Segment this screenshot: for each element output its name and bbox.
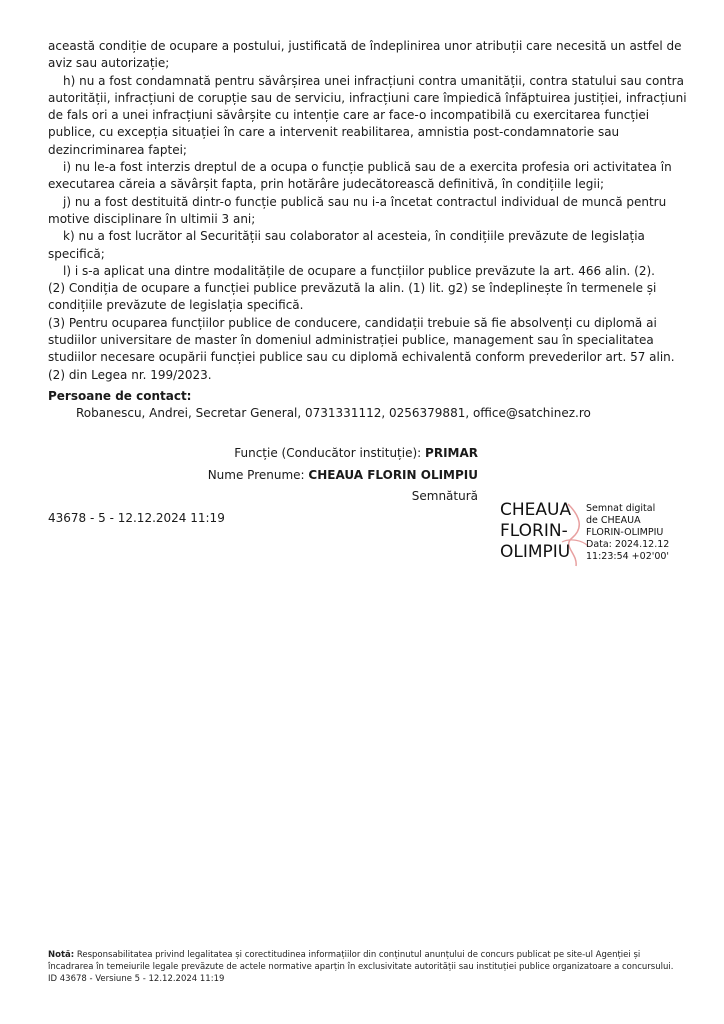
signature-name-line-2: FLORIN- bbox=[500, 521, 568, 541]
footnote-label: Notă: bbox=[48, 950, 75, 960]
name-line bbox=[208, 468, 478, 482]
signature-name-line-3: OLIMPIU bbox=[500, 542, 571, 562]
signature-label: Semnătură bbox=[411, 489, 478, 503]
paragraph-continuation: această condiție de ocupare a postului, justificată de îndeplinirea unor atribuții care necesită un astfel de aviz sau autorizație; bbox=[48, 39, 682, 71]
body-text bbox=[48, 38, 688, 384]
function-line bbox=[234, 446, 478, 460]
signature-line bbox=[412, 489, 478, 503]
contact-heading: Persoane de contact: bbox=[48, 389, 192, 403]
signature-detail-1: Semnat digital bbox=[586, 503, 656, 514]
digital-signature-name bbox=[500, 500, 571, 563]
signature-name-line-1: CHEAUA bbox=[500, 500, 572, 520]
footnote-version: ID 43678 - Versiune 5 - 12.12.2024 11:19 bbox=[48, 974, 225, 984]
function-value: PRIMAR bbox=[425, 446, 478, 460]
document-id: 43678 - 5 - 12.12.2024 11:19 bbox=[48, 511, 225, 525]
paragraph-l: l) i s-a aplicat una dintre modalitățile de ocupare a funcțiilor publice prevăzute la art. 466 alin. (2). bbox=[63, 263, 655, 278]
signature-detail-2: de CHEAUA bbox=[586, 515, 641, 526]
paragraph-2: (2) Condiția de ocupare a funcției publice prevăzută la alin. (1) lit. g2) se îndeplinește în termenele și condițiile prevăzute de legislația specifică. bbox=[48, 281, 657, 313]
paragraph-i: i) nu le-a fost interzis dreptul de a ocupa o funcție publică sau de a exercita profesia ori activitatea în executarea căreia a săvârșit fapta, prin hotărâre judecătorească definitivă, în condițiile legii; bbox=[48, 160, 672, 192]
function-label: Funcție (Conducător instituție): bbox=[234, 446, 426, 460]
digital-signature-details bbox=[586, 503, 669, 563]
signature-detail-5: 11:23:54 +02'00' bbox=[586, 551, 670, 562]
paragraph-h: h) nu a fost condamnată pentru săvârșirea unei infracțiuni contra umanității, contra statului sau contra autorității, infracțiuni de corupție sau de serviciu, infracțiuni care împiedică înfăptuirea justiției, infracțiuni de fals ori a unei infracțiuni săvârșite cu intenție care ar face-o incompatibilă cu exercitarea funcției publice, cu excepția situației în care a intervenit reabilitarea, amnistia post-condamnatorie sau dezincriminarea faptei; bbox=[48, 73, 687, 157]
signature-detail-4: Data: 2024.12.12 bbox=[586, 539, 670, 550]
signature-detail-3: FLORIN-OLIMPIU bbox=[586, 527, 664, 538]
paragraph-3: (3) Pentru ocuparea funcțiilor publice de conducere, candidații trebuie să fie absolvenți cu diplomă ai studiilor universitare de master în domeniul administrației publice, management sau în specialitatea studiilor necesare ocupării funcției publice sau cu diplomă echivalentă conform prevederilor art. 57 alin. (2) din Legea nr. 199/2023. bbox=[48, 315, 675, 382]
footnote bbox=[48, 949, 688, 985]
name-value: CHEAUA FLORIN OLIMPIU bbox=[308, 468, 478, 482]
contact-details: Robanescu, Andrei, Secretar General, 0731331112, 0256379881, office@satchinez.ro bbox=[76, 406, 591, 420]
footnote-text: Responsabilitatea privind legalitatea și corectitudinea informațiilor din conținutul anunțului de concurs publicat pe site-ul Agenției și încadrarea în temeiurile legale prevăzute de actele normative aparțin în exclusivitate autorității sau instituției publice organizatoare a concursului. bbox=[48, 950, 674, 972]
paragraph-j: j) nu a fost destituită dintr-o funcție publică sau nu i-a încetat contractul individual de muncă pentru motive disciplinare în ultimii 3 ani; bbox=[48, 194, 667, 226]
footnote-note bbox=[48, 949, 688, 973]
name-label: Nume Prenume: bbox=[207, 468, 309, 482]
paragraph-k: k) nu a fost lucrător al Securității sau colaborator al acesteia, în condițiile prevăzute de legislația specifică; bbox=[48, 229, 645, 261]
